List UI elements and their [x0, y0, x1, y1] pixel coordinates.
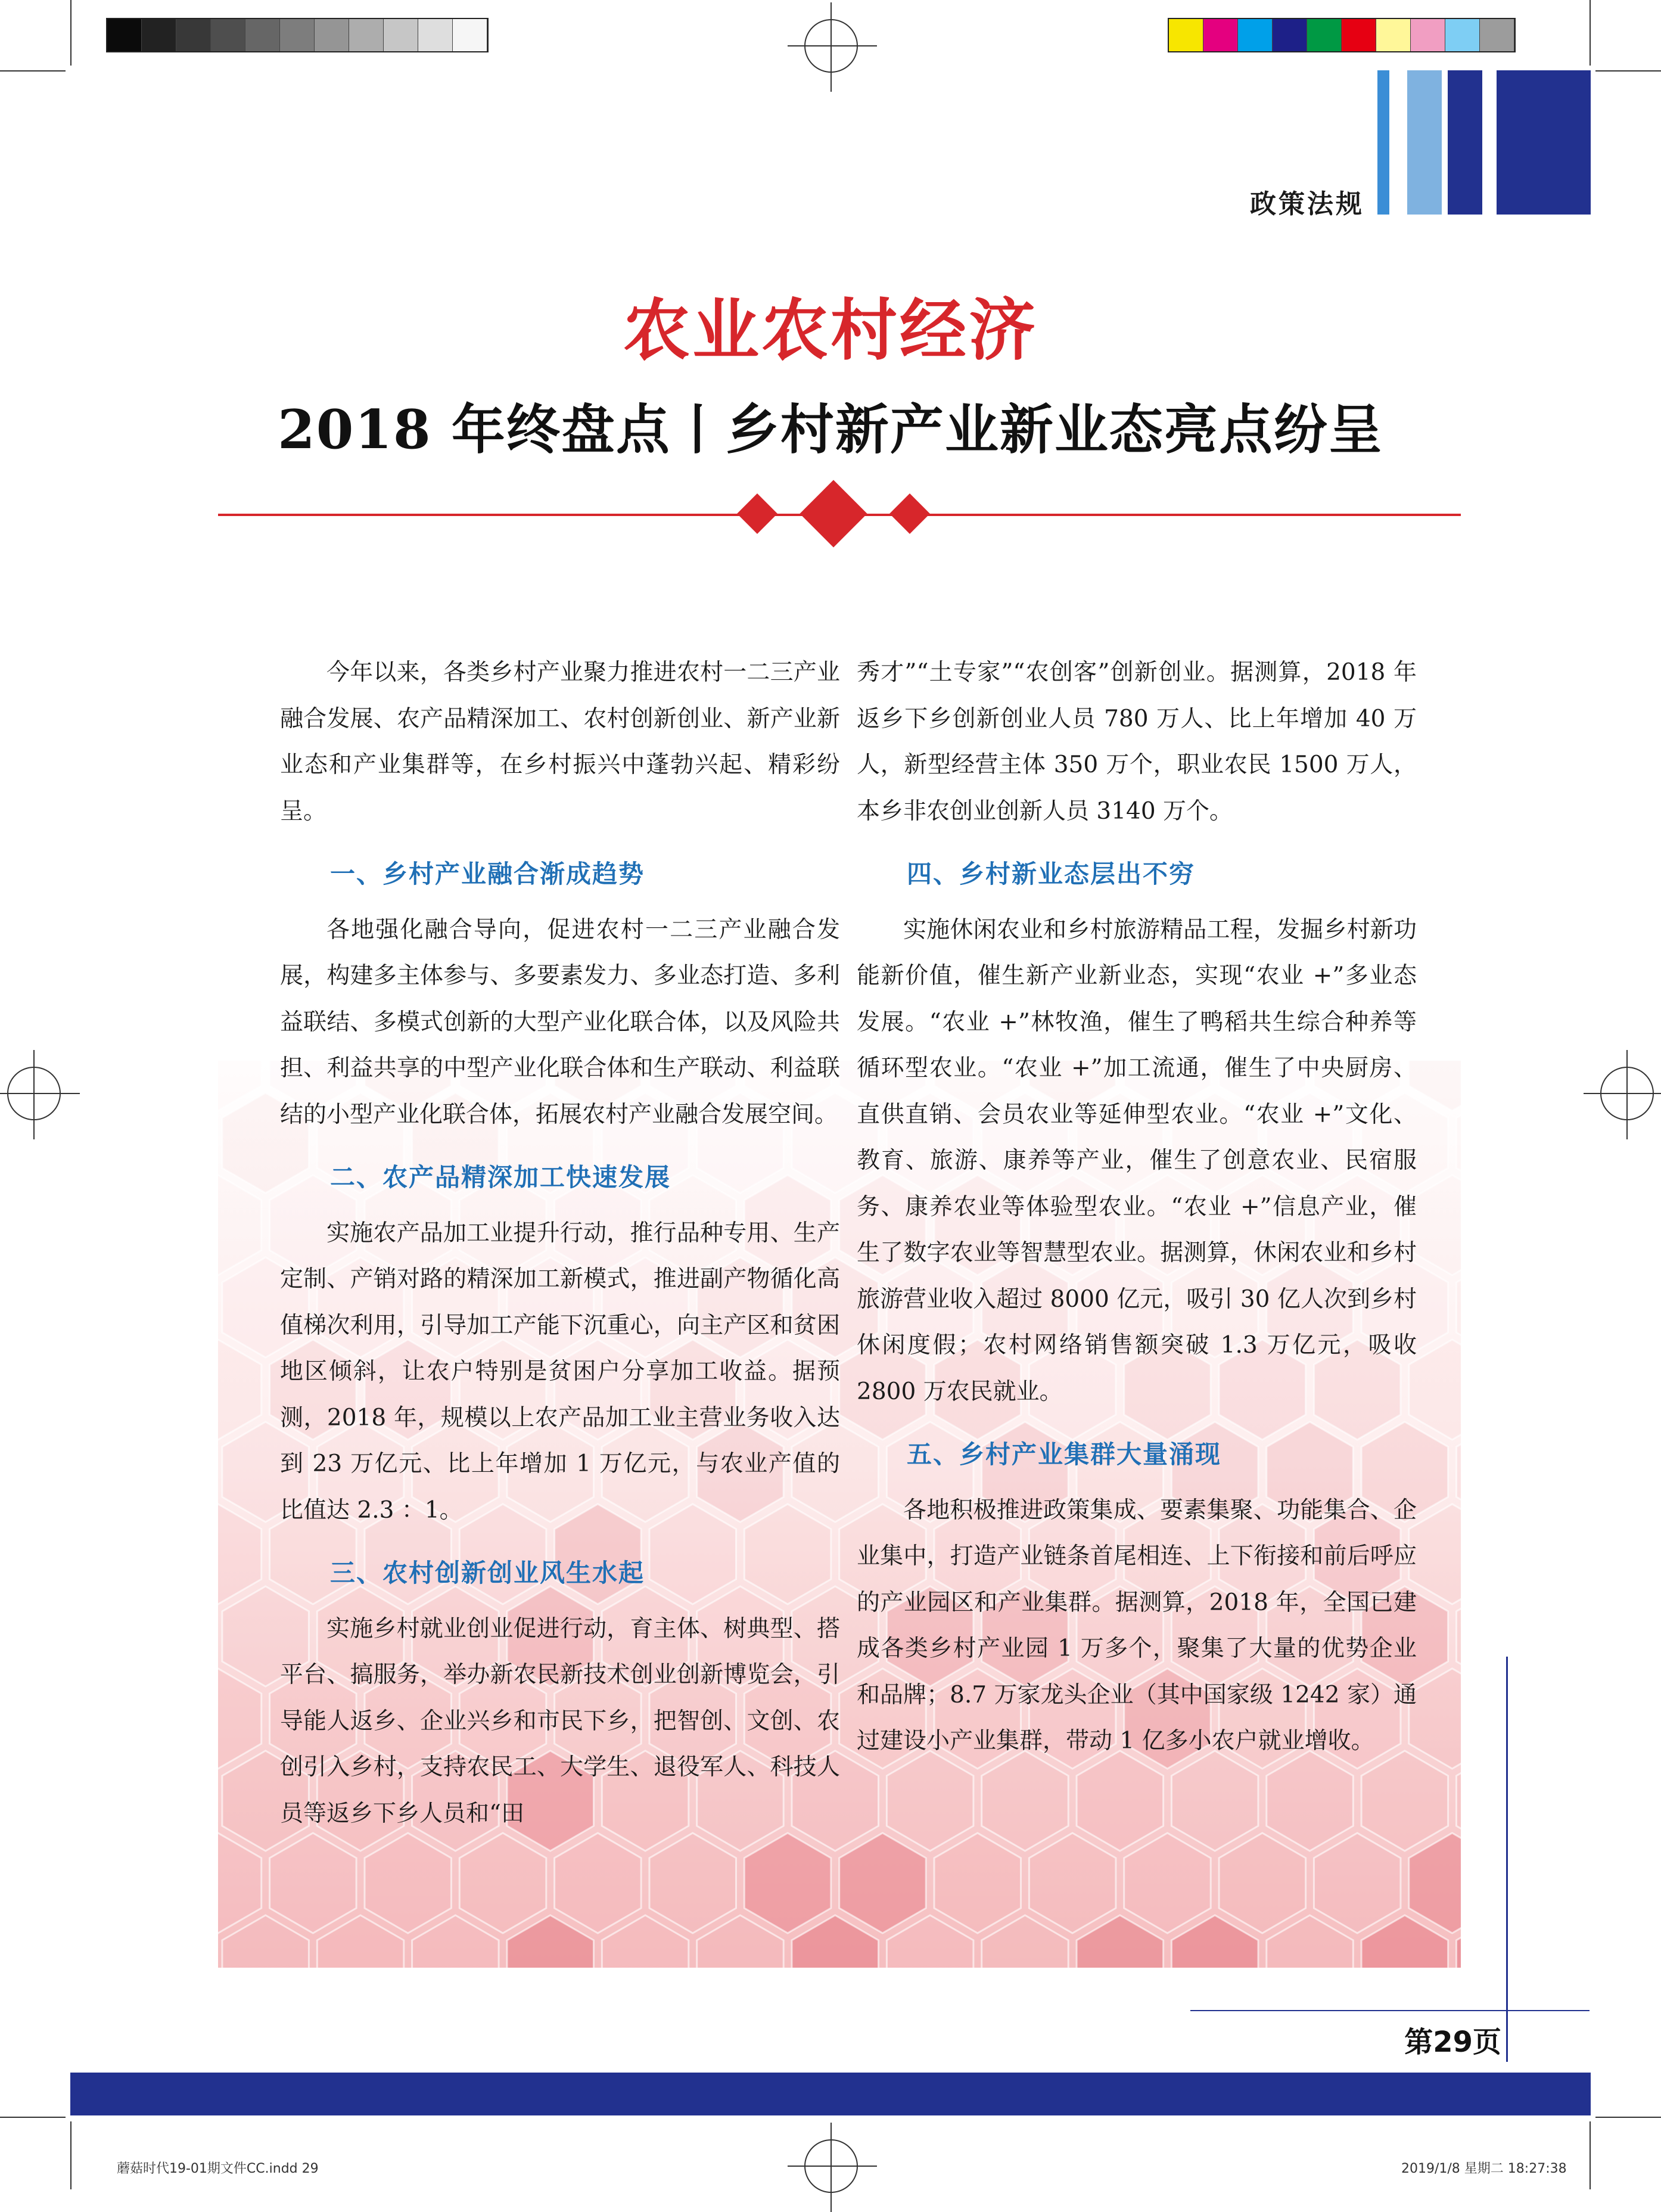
hexagon-tile — [934, 1833, 1021, 1933]
crop-mark — [1590, 2121, 1591, 2189]
hexagon-tile — [365, 1833, 451, 1933]
hexagon-tile — [218, 1833, 262, 1933]
color-swatch — [1480, 19, 1514, 51]
color-swatch — [142, 19, 176, 51]
hexagon-tile — [1314, 1833, 1401, 1933]
footer-horizontal-rule — [1190, 2010, 1590, 2011]
hexagon-tile — [218, 1340, 262, 1440]
footer-vertical-rule — [1506, 1657, 1508, 2062]
crop-mark — [70, 0, 71, 66]
color-swatch — [107, 19, 142, 51]
registration-mark — [804, 2139, 858, 2193]
hexagon-tile — [839, 1833, 926, 1933]
color-swatch — [1445, 19, 1480, 51]
divider-diamond-left — [737, 493, 777, 534]
color-swatch — [1342, 19, 1376, 51]
section-heading: 四、乡村新业态层出不穷 — [907, 859, 1196, 888]
process-color-bar — [1168, 18, 1516, 52]
color-swatch — [1203, 19, 1238, 51]
color-swatch — [176, 19, 211, 51]
color-swatch — [453, 19, 487, 51]
body-paragraph: 今年以来，各类乡村产业聚力推进农村一二三产业融合发展、农产品精深加工、农村创新创业、新产业新业态和产业集群等，在乡村振兴中蓬勃兴起、精彩纷呈。 — [280, 659, 840, 825]
crop-mark — [1595, 2117, 1661, 2118]
body-paragraph: 实施乡村就业创业促进行动，育主体、树典型、搭平台、搞服务，举办新农民新技术创业创新博览会，引导能人返乡、企业兴乡和市民下乡，把智创、文创、农创引入乡村，支持农民工、大学生、退役军人、科技人员等返乡下乡人员和“田 — [280, 1615, 840, 1827]
grayscale-color-bar — [106, 18, 489, 52]
body-paragraph: 实施休闲农业和乡村旅游精品工程，发掘乡村新功能新价值，催生新产业新业态，实现“农业 +”多业态发展。“农业 +”林牧渔，催生了鸭稻共生综合种养等循环型农业。“农业 +”加工流通，催生了中央厨房、直供直销、会员农业等延伸型农业。“农业 +”文化、教育、旅游、康养等产业，催生了创意农业、民宿服务、康养农业等体验型农业。“农业 +”信息产业，催生了数字农业等智慧型农业。据测算，休闲农业和乡村旅游营业收入超过 8000 亿元，吸引 30 亿人次到乡村休闲度假；农村网络销售额突破 1.3 万亿元，吸收 2800 万农民就业。 — [857, 916, 1417, 1405]
color-swatch — [1169, 19, 1203, 51]
header-bar-2 — [1407, 70, 1442, 215]
header-bar-4 — [1497, 70, 1591, 215]
registration-mark — [7, 1067, 61, 1120]
color-swatch — [211, 19, 245, 51]
section-heading: 二、农产品精深加工快速发展 — [330, 1163, 671, 1192]
crop-mark — [0, 2117, 66, 2118]
section-heading: 一、乡村产业融合渐成趋势 — [330, 859, 645, 888]
hexagon-tile — [459, 1833, 546, 1933]
section-label: 政策法规 — [1250, 189, 1364, 219]
color-swatch — [384, 19, 418, 51]
hexagon-tile — [1219, 1833, 1306, 1933]
divider-diamond-right — [889, 493, 930, 534]
crop-mark — [1595, 70, 1661, 72]
color-swatch — [349, 19, 384, 51]
file-slug: 蘑菇时代19-01期文件CC.indd 29 — [117, 2161, 319, 2176]
color-swatch — [1238, 19, 1273, 51]
hexagon-tile — [744, 1833, 831, 1933]
crop-mark — [1590, 0, 1591, 66]
footer-band — [70, 2073, 1591, 2115]
color-swatch — [1273, 19, 1307, 51]
color-swatch — [1411, 19, 1445, 51]
hexagon-tile — [1124, 1833, 1211, 1933]
article-title: 农业农村经济 — [623, 291, 1038, 369]
color-swatch — [245, 19, 280, 51]
body-paragraph: 实施农产品加工业提升行动，推行品种专用、生产定制、产销对路的精深加工新模式，推进副产物循化高值梯次利用，引导加工产能下沉重心，向主产区和贫困地区倾斜，让农户特别是贫困户分享加工收益。据预测，2018 年，规模以上农产品加工业主营业务收入达到 23 万亿元、比上年增加 1 万亿元，与农业产值的比值达 2.3 ：1。 — [280, 1219, 840, 1524]
body-paragraph: 各地强化融合导向，促进农村一二三产业融合发展，构建多主体参与、多要素发力、多业态打造、多利益联结、多模式创新的大型产业化联合体，以及风险共担、利益共享的中型产业化联合体和生产联动、利益联结的小型产业化联合体，拓展农村产业融合发展空间。 — [280, 916, 840, 1128]
section-heading: 三、农村创新创业风生水起 — [330, 1558, 645, 1587]
color-swatch — [418, 19, 453, 51]
color-swatch — [315, 19, 349, 51]
page-number: 第29页 — [1404, 2025, 1501, 2059]
hexagon-tile — [218, 1504, 262, 1604]
divider-diamond-center — [800, 480, 867, 547]
body-paragraph: 各地积极推进政策集成、要素集聚、功能集合、企业集中，打造产业链条首尾相连、上下衔接和前后呼应的产业园区和产业集群。据测算，2018 年，全国已建成各类乡村产业园 1 万多个，聚集了大量的优势企业和品牌；8.7 万家龙头企业（其中国家级 1242 家）通过建设小产业集群，带动 1 亿多小农户就业增收。 — [857, 1496, 1417, 1754]
header-bar-1 — [1377, 70, 1389, 215]
hexagon-tile — [1029, 1833, 1116, 1933]
hexagon-tile — [555, 1833, 642, 1933]
hexagon-tile — [1409, 1833, 1461, 1933]
hexagon-tile — [218, 1175, 262, 1275]
crop-mark — [0, 70, 66, 72]
color-swatch — [1376, 19, 1411, 51]
color-swatch — [280, 19, 315, 51]
hexagon-tile — [270, 1833, 356, 1933]
header-bar-3 — [1448, 70, 1482, 215]
date-slug: 2019/1/8 星期二 18:27:38 — [1401, 2161, 1567, 2176]
body-paragraph: 秀才”“土专家”“农创客”创新创业。据测算，2018 年返乡下乡创新创业人员 780 万人、比上年增加 40 万人，新型经营主体 350 万个，职业农民 1500 万人，本乡非农创业创新人员 3140 万个。 — [857, 659, 1417, 825]
crop-mark — [70, 2121, 71, 2189]
left-column — [280, 650, 840, 1843]
registration-mark — [1600, 1067, 1654, 1120]
article-subtitle: 2018 年终盘点丨乡村新产业新业态亮点纷呈 — [278, 398, 1383, 461]
hexagon-tile — [218, 1669, 262, 1769]
hexagon-tile — [649, 1833, 736, 1933]
color-swatch — [1307, 19, 1342, 51]
registration-mark — [804, 19, 858, 73]
section-heading: 五、乡村产业集群大量涌现 — [907, 1440, 1222, 1469]
right-column — [857, 650, 1417, 1770]
